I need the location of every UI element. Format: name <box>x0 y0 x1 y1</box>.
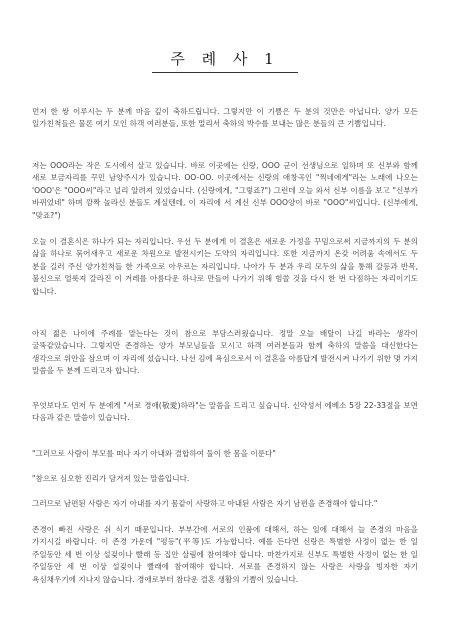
paragraph-introduction: 저는 OOO라는 작은 도시에서 살고 있습니다. 바로 이곳에는 신랑, OOO 군이 선생님으로 일하며 또 신부와 함께 새로 보금자리를 꾸민 남양주시가 있습니다. OO-OO. 이곳에서는 신랑의 애창곡인 "찍네에게"라는 노래에 나오는 'OOO'은 "OOO씨"라고 널리 알려져 있었습니다. (신랑에게, "그렇죠?") 그런데 오늘 와서 신부 이름을 보고 "신부가 바뀌었네" 하며 깜짝 놀라신 분들도 계실텐데, 이 자리에 서 계신 신부 OOO양이 바로 "OOO"씨입니다. (신부에게, "맞죠?") <box>32 160 418 220</box>
paragraph-union: 오늘 이 결혼식은 하나가 되는 자리입니다. 우선 두 분에게 이 결혼은 새로운 가정을 꾸밈으로써 지금까지의 두 분의 삶을 하나로 묶어새우고 새로운 차원으로 발전시키는 도약의 자리입니다. 또한 지금까지 온갖 어려움 속에서도 두 분을 길러 주신 양가친척들 한 가족으로 아우르는 자리입니다. 나아가 두 분과 우리 모두의 삶을 통해 갈등과 반목, 불신으로 얼룩져 갈라진 이 겨레를 아름다운 하나로 만들어 나가기 위해 힘쓸 것을 다시 한 번 다짐하는 자리이기도 합니다. <box>32 236 418 296</box>
document-title: 주 례 사 1 <box>170 50 280 68</box>
paragraph-equality: 존경이 빠진 사랑은 쉬 식기 때문입니다. 부부간에 서로의 인품에 대해서, 하는 일에 대해서 늘 존경의 마음을 가지시길 바랍니다. 이 존경 가운데 "평등"(平等)도 가능합니다. 예를 든다면 신랑은 특별한 사정이 없는 한 일 주일동안 세 번 이상 설겆이나 빨래 등 집안 살림에 참여해야 합니다. 마찬가지로 신부도 특별한 사정이 없는 한 일 주일동안 세 번 이상 설겆이나 빨래에 참여해야 합니다. 서로를 존경하지 않는 사랑은 사랑을 빙자한 자기 욕심채우기에 지나지 않습니다. 경애로부터 참다운 결혼 생활의 기쁨이 있습니다. <box>32 524 418 584</box>
scripture-quote-3: 그러므로 남편된 사람은 자기 아내를 자기 몸같이 사랑하고 아내된 사람은 자기 남편을 존경해야 합니다." <box>32 498 378 508</box>
scripture-quote-1: "그러므로 사람이 부모를 떠나 자기 아내와 결합하여 둘이 한 몸을 이룬다" <box>32 448 276 458</box>
paragraph-congratulation: 먼저 한 쌍 이루시는 두 분께 마음 깊이 축하드립니다. 그렇지만 이 기쁨은 두 분의 것만은 아닙니다. 양가 모든 일가친척들은 물론 여기 모인 하객 여러분들, 또한 멀리서 축하의 박수를 보내는 많은 분들의 큰 기쁨입니다. <box>32 106 418 129</box>
scripture-quote-2: "참으로 심오한 진리가 담겨져 있는 말씀입니다. <box>32 473 190 483</box>
title-underline <box>152 72 298 73</box>
paragraph-burden: 아직 젊은 나이에 주례를 맡는다는 것이 참으로 부담스러웠습니다. 정말 오늘 배탈이 나길 바라는 생각이 굴뚝같았습니다. 그렇지만 존경하는 양가 부모님들을 모시고 하객 여러분들과 함께 축하의 말씀을 대신한다는 생각으로 위안을 삼으며 이 자리에 섰습니다. 나선 김에 욕심으로서 이 결혼을 아름답게 발전시켜 나가기 위한 몇 가지 말씀을 두 분께 드리고자 합니다. <box>32 328 418 376</box>
paragraph-respect: 무엇보다도 먼저 두 분에게 "서로 경애(敬愛)하라"는 말씀을 드리고 싶습니다. 신약성서 에베소 5장 22-33절을 보면 다음과 같은 말씀이 있습니다. <box>32 400 418 423</box>
